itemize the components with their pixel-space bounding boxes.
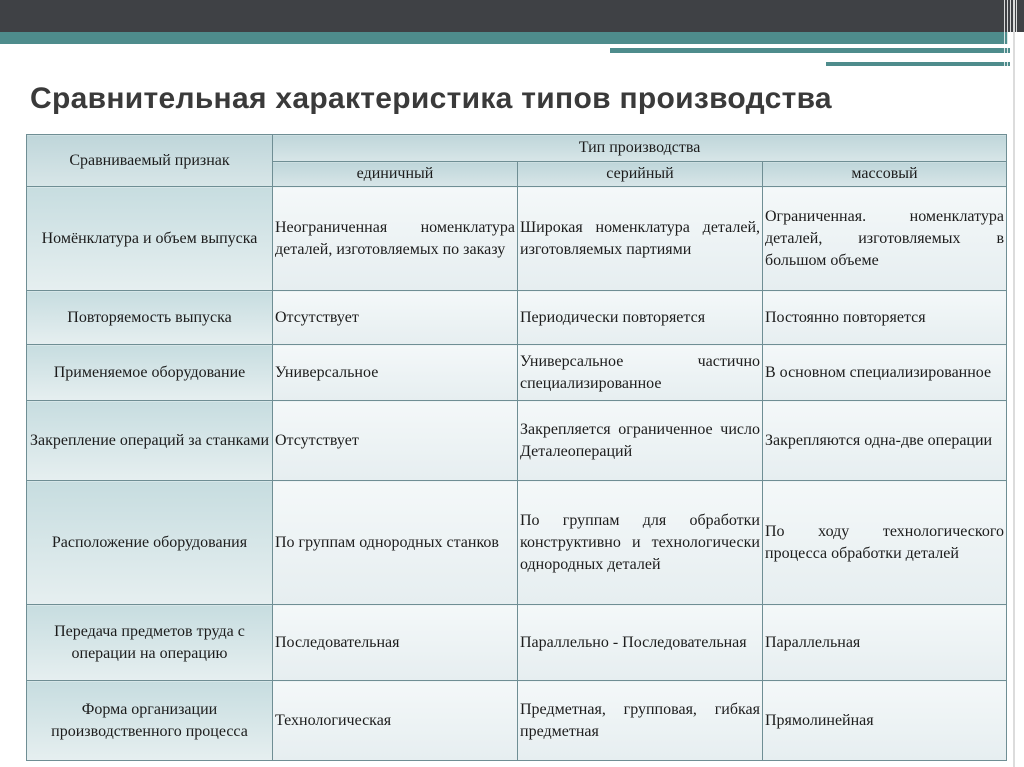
row-criterion: Форма организации производственного процесса xyxy=(27,681,273,761)
header-criterion: Сравниваемый признак xyxy=(27,135,273,187)
cell-mass: Параллельная xyxy=(763,605,1007,681)
table-row xyxy=(27,187,1007,291)
cell-mass: Закрепляются одна-две операции xyxy=(763,401,1007,481)
row-criterion: Расположение оборудования xyxy=(27,481,273,605)
cell-mass: В основном специализированное xyxy=(763,345,1007,401)
table-row xyxy=(27,481,1007,605)
top-teal-bar xyxy=(0,32,1008,44)
slide-title: Сравнительная характеристика типов производства xyxy=(30,82,832,115)
right-divider-line xyxy=(1013,0,1015,767)
table-row xyxy=(27,605,1007,681)
cell-serial: Параллельно - Последовательная xyxy=(518,605,763,681)
cell-single: Универсальное xyxy=(273,345,518,401)
header-type-single: единичный xyxy=(273,162,518,187)
header-type-mass: массовый xyxy=(763,162,1007,187)
table-row xyxy=(27,345,1007,401)
row-criterion: Номёнклатура и объем выпуска xyxy=(27,187,273,291)
cell-mass: Постоянно повторяется xyxy=(763,291,1007,345)
table-row xyxy=(27,401,1007,481)
cell-single: Неограниченная номенклатура деталей, изготовляемых по заказу xyxy=(273,187,518,291)
row-criterion: Закрепление операций за станками xyxy=(27,401,273,481)
comparison-table xyxy=(26,134,1007,761)
top-dark-bar xyxy=(0,0,1024,32)
row-criterion: Повторяемость выпуска xyxy=(27,291,273,345)
cell-single: Отсутствует xyxy=(273,291,518,345)
cell-single: По группам однородных станков xyxy=(273,481,518,605)
header-production-type: Тип производства xyxy=(273,135,1007,162)
cell-single: Технологическая xyxy=(273,681,518,761)
cell-serial: Закрепляется ограниченное число Деталеопераций xyxy=(518,401,763,481)
decorative-stripes xyxy=(1004,0,1018,70)
accent-line xyxy=(610,48,1010,53)
cell-mass: Прямолинейная xyxy=(763,681,1007,761)
row-criterion: Применяемое оборудование xyxy=(27,345,273,401)
table-header-row xyxy=(27,135,1007,162)
cell-serial: Предметная, групповая, гибкая предметная xyxy=(518,681,763,761)
table-row xyxy=(27,681,1007,761)
cell-mass: По ходу технологического процесса обработки деталей xyxy=(763,481,1007,605)
cell-serial: Универсальное частично специализированное xyxy=(518,345,763,401)
cell-serial: По группам для обработки конструктивно и технологически однородных деталей xyxy=(518,481,763,605)
accent-line-short xyxy=(826,62,1010,66)
cell-serial: Широкая номенклатура деталей, изготовляемых партиями xyxy=(518,187,763,291)
table-row xyxy=(27,291,1007,345)
cell-single: Последовательная xyxy=(273,605,518,681)
row-criterion: Передача предметов труда с операции на операцию xyxy=(27,605,273,681)
header-type-serial: серийный xyxy=(518,162,763,187)
cell-serial: Периодически повторяется xyxy=(518,291,763,345)
cell-mass: Ограниченная. номенклатура деталей, изготовляемых в большом объеме xyxy=(763,187,1007,291)
cell-single: Отсутствует xyxy=(273,401,518,481)
